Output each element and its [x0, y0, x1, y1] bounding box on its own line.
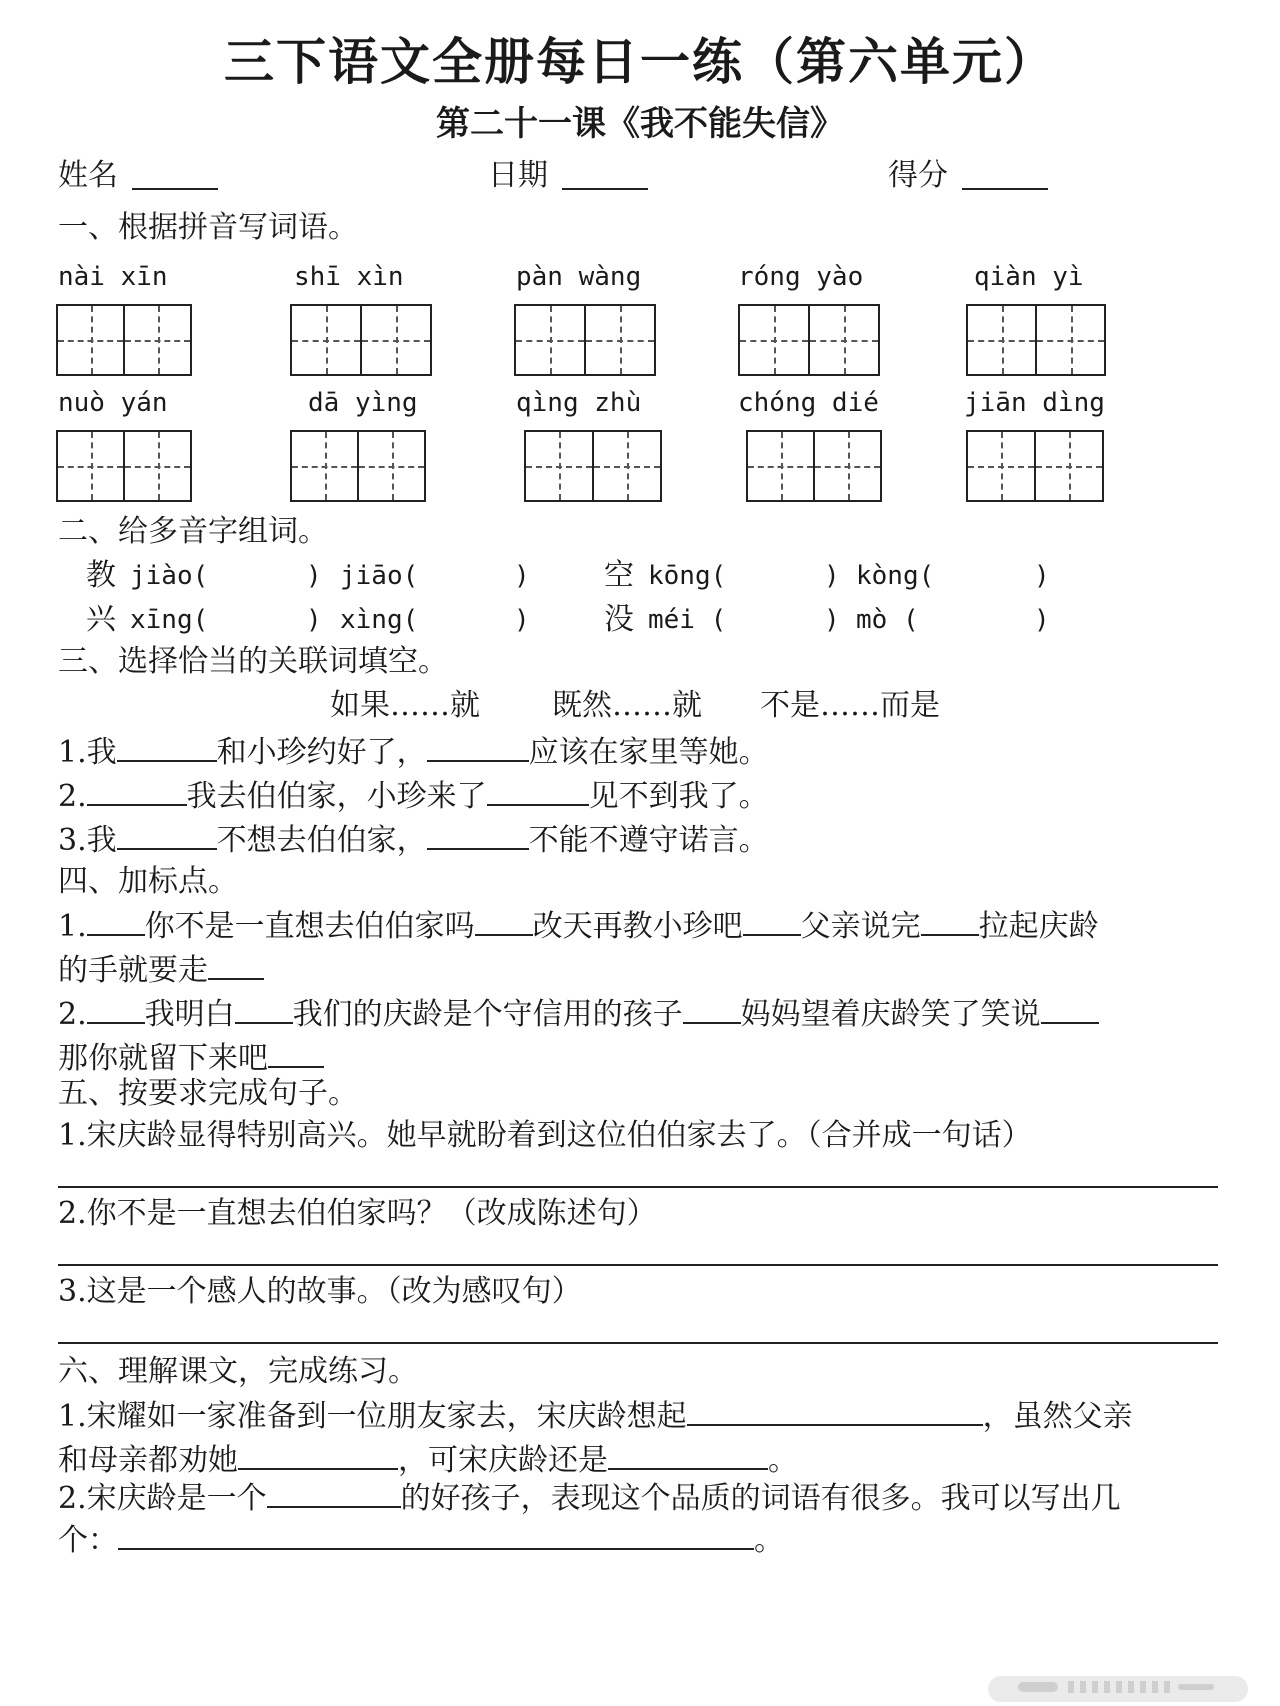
- punctuation-blank[interactable]: [743, 906, 801, 936]
- punctuation-blank[interactable]: [683, 994, 741, 1024]
- writing-grid[interactable]: [290, 304, 432, 376]
- pinyin-label: shī xìn: [294, 262, 404, 292]
- pinyin-label: nài xīn: [58, 262, 168, 292]
- polyphone-reading: kòng(: [856, 561, 935, 591]
- punctuation-blank[interactable]: [268, 1038, 324, 1068]
- date-input-line[interactable]: [562, 188, 648, 190]
- polyphone-reading: mò (: [856, 605, 919, 635]
- score-label: 得分: [888, 158, 948, 193]
- paren-close: ): [306, 605, 322, 635]
- score-input-line[interactable]: [962, 188, 1048, 190]
- writing-grid[interactable]: [56, 304, 192, 376]
- paren-close: ): [514, 605, 530, 635]
- pinyin-label: nuò yán: [58, 388, 168, 418]
- punctuation-blank[interactable]: [208, 950, 264, 980]
- answer-blank[interactable]: [427, 732, 529, 762]
- writing-grid[interactable]: [966, 304, 1106, 376]
- polyphone-char: 教: [86, 558, 116, 593]
- polyphone-reading: xìng(: [340, 605, 419, 635]
- answer-blank[interactable]: [608, 1440, 768, 1470]
- pinyin-label: pàn wàng: [516, 262, 642, 292]
- section3-heading: 三、选择恰当的关联词填空。: [58, 644, 448, 679]
- comprehension-line: 和母亲都劝她 ，可宋庆龄还是 。: [58, 1440, 798, 1479]
- punctuation-sentence: 那你就留下来吧: [58, 1038, 324, 1077]
- answer-blank[interactable]: [687, 1396, 983, 1426]
- polyphone-reading: jiāo(: [340, 561, 419, 591]
- pinyin-label: róng yào: [738, 262, 864, 292]
- pinyin-label: dā yìng: [308, 388, 418, 418]
- paren-close: ): [824, 605, 840, 635]
- punctuation-blank[interactable]: [87, 994, 145, 1024]
- punctuation-blank[interactable]: [87, 906, 145, 936]
- paren-close: ): [1034, 561, 1050, 591]
- answer-blank[interactable]: [118, 1520, 754, 1550]
- punctuation-sentence: 2. 我明白 我们的庆龄是个守信用的孩子 妈妈望着庆龄笑了笑说: [58, 994, 1099, 1033]
- answer-blank[interactable]: [427, 820, 529, 850]
- polyphone-char: 空: [604, 558, 634, 593]
- rewrite-item: 2.你不是一直想去伯伯家吗？（改成陈述句）: [58, 1196, 657, 1231]
- polyphone-reading: xīng(: [130, 605, 209, 635]
- polyphone-char: 没: [604, 602, 634, 637]
- rewrite-item: 3.这是一个感人的故事。（改为感叹句）: [58, 1274, 582, 1309]
- writing-grid[interactable]: [746, 430, 882, 502]
- section2-heading: 二、给多音字组词。: [58, 514, 328, 549]
- rewrite-item: 1.宋庆龄显得特别高兴。她早就盼着到这位伯伯家去了。（合并成一句话）: [58, 1118, 1032, 1153]
- writing-grid[interactable]: [524, 430, 662, 502]
- answer-line[interactable]: [58, 1342, 1218, 1344]
- writing-grid[interactable]: [738, 304, 880, 376]
- writing-grid[interactable]: [514, 304, 656, 376]
- date-label: 日期: [488, 158, 548, 193]
- answer-blank[interactable]: [267, 1478, 401, 1508]
- answer-blank[interactable]: [487, 776, 589, 806]
- answer-blank[interactable]: [117, 732, 217, 762]
- answer-line[interactable]: [58, 1186, 1218, 1188]
- pinyin-label: qìng zhù: [516, 388, 642, 418]
- conjunction-option: 不是……而是: [760, 688, 940, 723]
- fill-sentence: 3.我 不想去伯伯家， 不能不遵守诺言。: [58, 820, 769, 859]
- answer-blank[interactable]: [238, 1440, 398, 1470]
- writing-grid[interactable]: [966, 430, 1104, 502]
- punctuation-blank[interactable]: [1041, 994, 1099, 1024]
- section4-heading: 四、加标点。: [58, 864, 238, 899]
- section5-heading: 五、按要求完成句子。: [58, 1076, 358, 1111]
- comprehension-line: 个： 。: [58, 1520, 784, 1559]
- pinyin-label: qiàn yì: [974, 262, 1084, 292]
- writing-grid[interactable]: [290, 430, 426, 502]
- fill-sentence: 2. 我去伯伯家，小珍来了 见不到我了。: [58, 776, 769, 815]
- punctuation-sentence: 1. 你不是一直想去伯伯家吗 改天再教小珍吧 父亲说完 拉起庆龄: [58, 906, 1099, 945]
- conjunction-option: 如果……就: [330, 688, 480, 723]
- pinyin-label: jiān dìng: [964, 388, 1105, 418]
- comprehension-line: 2.宋庆龄是一个 的好孩子，表现这个品质的词语有很多。我可以写出几: [58, 1478, 1121, 1517]
- conjunction-option: 既然……就: [552, 688, 702, 723]
- comprehension-line: 1.宋耀如一家准备到一位朋友家去，宋庆龄想起 ，虽然父亲: [58, 1396, 1133, 1435]
- punctuation-blank[interactable]: [475, 906, 533, 936]
- section6-heading: 六、理解课文，完成练习。: [58, 1354, 418, 1389]
- polyphone-char: 兴: [86, 602, 116, 637]
- punctuation-sentence: 的手就要走: [58, 950, 264, 989]
- watermark-glyphs-icon: [1018, 1680, 1218, 1694]
- paren-close: ): [514, 561, 530, 591]
- polyphone-reading: méi (: [648, 605, 727, 635]
- fill-sentence: 1.我 和小珍约好了， 应该在家里等她。: [58, 732, 769, 771]
- punctuation-blank[interactable]: [921, 906, 979, 936]
- paren-close: ): [1034, 605, 1050, 635]
- lesson-subtitle: 第二十一课《我不能失信》: [436, 104, 844, 144]
- writing-grid[interactable]: [56, 430, 192, 502]
- paren-close: ): [306, 561, 322, 591]
- pinyin-label: chóng dié: [738, 388, 879, 418]
- answer-blank[interactable]: [117, 820, 217, 850]
- polyphone-reading: kōng(: [648, 561, 727, 591]
- answer-line[interactable]: [58, 1264, 1218, 1266]
- paren-close: ): [824, 561, 840, 591]
- answer-blank[interactable]: [87, 776, 187, 806]
- worksheet-title: 三下语文全册每日一练（第六单元）: [224, 32, 1056, 91]
- section1-heading: 一、根据拼音写词语。: [58, 210, 358, 245]
- name-input-line[interactable]: [132, 188, 218, 190]
- polyphone-reading: jiào(: [130, 561, 209, 591]
- punctuation-blank[interactable]: [235, 994, 293, 1024]
- name-label: 姓名: [58, 158, 118, 193]
- watermark-bar: [988, 1676, 1248, 1702]
